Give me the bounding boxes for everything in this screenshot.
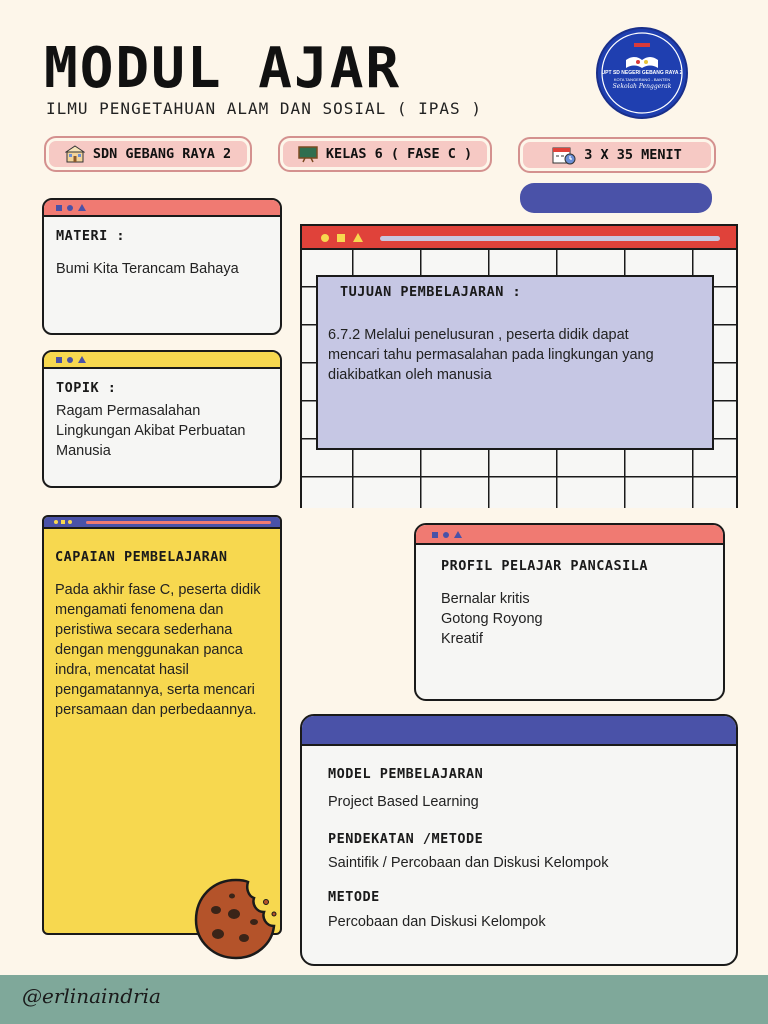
- topik-heading: TOPIK :: [56, 380, 117, 396]
- capaian-card: [42, 515, 282, 935]
- materi-heading: MATERI :: [56, 228, 126, 244]
- materi-text: Bumi Kita Terancam Bahaya: [56, 261, 239, 277]
- duration-label: 3 X 35 MENIT: [584, 147, 682, 163]
- footer-bar: [0, 975, 768, 1024]
- calendar-clock-icon: [552, 145, 576, 165]
- capaian-heading: CAPAIAN PEMBELAJARAN: [55, 549, 228, 565]
- metode-heading: METODE: [328, 889, 380, 905]
- topik-text: Ragam Permasalahan Lingkungan Akibat Perbuatan Manusia: [56, 403, 246, 459]
- profil-card: [414, 523, 725, 701]
- school-logo: [594, 26, 690, 120]
- class-pill: [278, 136, 492, 172]
- model-heading: MODEL PEMBELAJARAN: [328, 766, 484, 782]
- duration-pill: [518, 137, 716, 173]
- profil-list: [441, 589, 543, 649]
- capaian-text: Pada akhir fase C, peserta didik mengamati fenomena dan peristiwa secara sederhana dengan menggunakan panca indra, mencatat hasil pengamatannya, serta mencari persamaan dan perbedaannya.: [55, 582, 261, 718]
- grid-window-bar: [302, 226, 736, 250]
- school-name-label: SDN GEBANG RAYA 2: [92, 146, 232, 162]
- decorative-bubble: [520, 183, 712, 213]
- pendekatan-text: Saintifik / Percobaan dan Diskusi Kelompok: [328, 855, 609, 871]
- school-building-icon: [65, 145, 85, 163]
- logo-text-line2: KOTA TANGERANG - BANTEN: [613, 77, 671, 82]
- chalkboard-icon: [298, 145, 318, 163]
- cookie-icon: [192, 876, 284, 962]
- topik-card: [42, 350, 282, 488]
- model-text: Project Based Learning: [328, 794, 479, 810]
- page-title: MODUL AJAR: [44, 36, 402, 101]
- tujuan-card: [316, 275, 714, 450]
- tujuan-heading: TUJUAN PEMBELAJARAN :: [340, 284, 522, 300]
- logo-tagline: Sekolah Penggerak: [612, 83, 672, 90]
- model-card: [300, 714, 738, 966]
- profil-item: Bernalar kritis: [441, 591, 530, 607]
- materi-card: [42, 198, 282, 335]
- tujuan-text: 6.7.2 Melalui penelusuran , peserta didik dapat mencari tahu permasalahan pada lingkungan yang diakibatkan oleh manusia: [328, 327, 654, 383]
- metode-text: Percobaan dan Diskusi Kelompok: [328, 914, 546, 930]
- profil-item: Gotong Royong: [441, 611, 543, 627]
- profil-heading: PROFIL PELAJAR PANCASILA: [441, 558, 649, 574]
- pendekatan-heading: PENDEKATAN /METODE: [328, 831, 484, 847]
- profil-item: Kreatif: [441, 631, 483, 647]
- class-label: KELAS 6 ( FASE C ): [325, 146, 473, 162]
- logo-text-line1: UPT SD NEGERI GEBANG RAYA 2: [601, 70, 683, 76]
- page-subtitle: ILMU PENGETAHUAN ALAM DAN SOSIAL ( IPAS ): [46, 99, 482, 118]
- school-name-pill: [44, 136, 252, 172]
- author-handle: @erlinaindria: [22, 984, 161, 1008]
